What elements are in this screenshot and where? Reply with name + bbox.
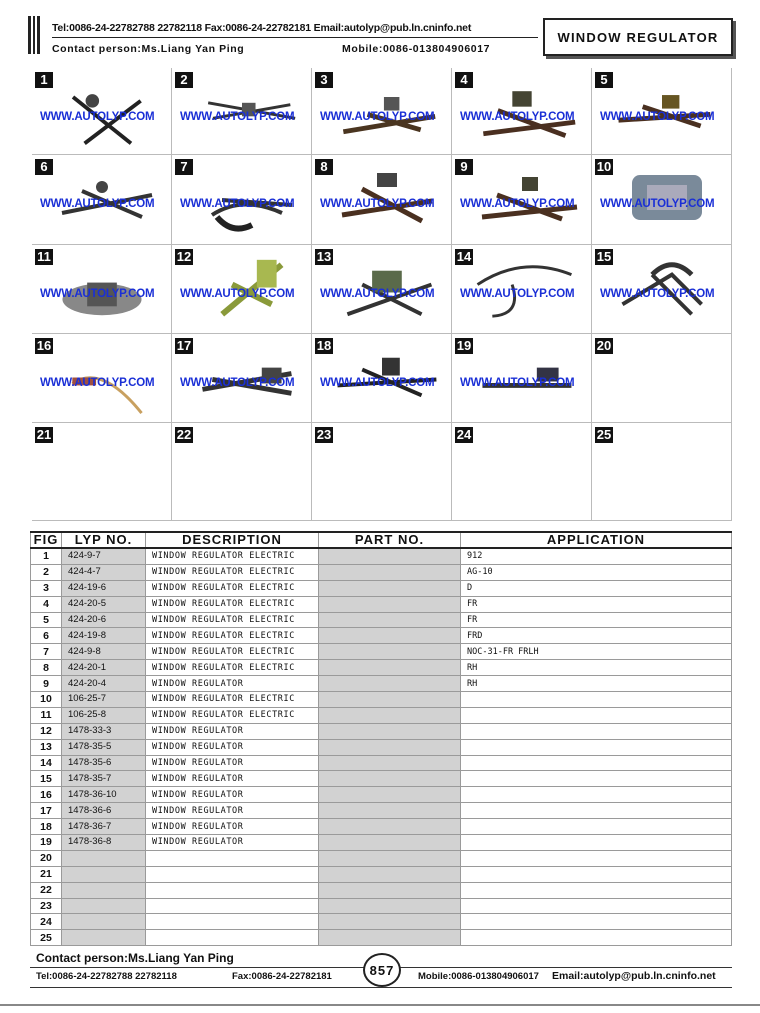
cell-part [319,898,461,914]
cell-desc: WINDOW REGULATOR ELECTRIC [146,548,319,564]
figure-number-badge: 3 [315,72,333,88]
cell-lyp: 1478-35-6 [62,755,146,771]
figure-cell-5 [592,68,732,155]
page-bottom-edge [0,1004,760,1006]
table-row [31,898,732,914]
cell-lyp: 1478-36-10 [62,787,146,803]
table-row [31,564,732,580]
footer-tel: Tel:0086-24-22782788 22782118 [36,971,177,982]
figure-number-badge: 13 [316,249,332,264]
figure-cell-24 [452,423,592,521]
cell-part [319,628,461,644]
watermark-text: WWW.AUTOLYP.COM [40,377,155,389]
watermark-text: WWW.AUTOLYP.COM [40,198,155,210]
cell-fig: 21 [31,866,62,882]
header-bars-decoration [28,16,42,54]
cell-fig: 3 [31,580,62,596]
cell-app [461,914,732,930]
figure-number-badge: 12 [176,249,192,264]
cell-app [461,787,732,803]
figure-number-badge: 6 [35,159,53,175]
figure-cell-4 [452,68,592,155]
figure-cell-7 [172,155,312,245]
figure-cell-6 [32,155,172,245]
figure-cell-15 [592,245,732,334]
page-number: 857 [363,953,401,987]
figure-number-badge: 1 [35,72,53,88]
page-title: WINDOW REGULATOR [543,18,733,56]
cell-fig: 2 [31,564,62,580]
cell-part [319,548,461,564]
cell-part [319,914,461,930]
cell-app [461,819,732,835]
cell-part [319,676,461,692]
cell-desc: WINDOW REGULATOR ELECTRIC [146,644,319,660]
figure-cell-12 [172,245,312,334]
cell-desc: WINDOW REGULATOR ELECTRIC [146,628,319,644]
cell-part [319,850,461,866]
cell-fig: 10 [31,692,62,708]
figure-number-badge: 24 [456,427,472,442]
table-row [31,850,732,866]
page-footer [30,948,732,988]
table-row [31,723,732,739]
figure-cell-10 [592,155,732,245]
cell-part [319,803,461,819]
cell-part [319,739,461,755]
table-row [31,914,732,930]
cell-app [461,930,732,946]
watermark-text: WWW.AUTOLYP.COM [600,288,715,300]
table-row [31,739,732,755]
cell-app: RH [461,676,732,692]
table-row [31,803,732,819]
cell-part [319,644,461,660]
figure-number-badge: 20 [596,338,612,353]
watermark-text: WWW.AUTOLYP.COM [460,377,575,389]
cell-app [461,707,732,723]
watermark-text: WWW.AUTOLYP.COM [180,111,295,123]
header-mobile: Mobile:0086-013804906017 [342,43,491,55]
cell-fig: 9 [31,676,62,692]
cell-desc [146,882,319,898]
cell-desc: WINDOW REGULATOR ELECTRIC [146,564,319,580]
figure-cell-21 [32,423,172,521]
watermark-text: WWW.AUTOLYP.COM [460,288,575,300]
watermark-text: WWW.AUTOLYP.COM [600,111,715,123]
column-header-part-no: PART NO. [319,532,461,548]
cell-desc: WINDOW REGULATOR [146,803,319,819]
figure-number-badge: 17 [176,338,192,353]
cell-fig: 4 [31,596,62,612]
cell-fig: 24 [31,914,62,930]
cell-fig: 17 [31,803,62,819]
figure-cell-8 [312,155,452,245]
figure-cell-25 [592,423,732,521]
table-row [31,819,732,835]
cell-desc: WINDOW REGULATOR ELECTRIC [146,707,319,723]
cell-app [461,866,732,882]
cell-lyp: 424-19-6 [62,580,146,596]
figure-number-badge: 21 [36,427,52,442]
cell-fig: 7 [31,644,62,660]
cell-fig: 5 [31,612,62,628]
cell-desc: WINDOW REGULATOR [146,819,319,835]
cell-fig: 16 [31,787,62,803]
cell-fig: 14 [31,755,62,771]
cell-desc [146,930,319,946]
page-header [28,14,732,62]
cell-app [461,803,732,819]
cell-lyp: 1478-36-7 [62,819,146,835]
footer-bottom-divider [30,987,732,988]
table-row [31,692,732,708]
watermark-text: WWW.AUTOLYP.COM [40,288,155,300]
cell-part [319,707,461,723]
figure-cell-2 [172,68,312,155]
figure-cell-17 [172,334,312,423]
figure-number-badge: 2 [175,72,193,88]
watermark-text: WWW.AUTOLYP.COM [320,198,435,210]
cell-lyp: 1478-35-7 [62,771,146,787]
cell-app [461,755,732,771]
cell-part [319,771,461,787]
table-row [31,771,732,787]
table-row [31,612,732,628]
cell-lyp: 106-25-7 [62,692,146,708]
figure-number-badge: 10 [596,159,612,174]
figure-number-badge: 8 [315,159,333,175]
watermark-text: WWW.AUTOLYP.COM [320,377,435,389]
watermark-text: WWW.AUTOLYP.COM [180,377,295,389]
cell-app [461,882,732,898]
cell-desc: WINDOW REGULATOR [146,787,319,803]
table-row [31,548,732,564]
cell-fig: 20 [31,850,62,866]
figure-number-badge: 4 [455,72,473,88]
cell-app [461,771,732,787]
cell-desc [146,914,319,930]
cell-app [461,692,732,708]
watermark-text: WWW.AUTOLYP.COM [460,111,575,123]
figure-number-badge: 14 [456,249,472,264]
cell-fig: 11 [31,707,62,723]
cell-app: D [461,580,732,596]
cell-app [461,723,732,739]
table-row [31,676,732,692]
watermark-text: WWW.AUTOLYP.COM [180,288,295,300]
table-row [31,707,732,723]
figure-cell-1 [32,68,172,155]
cell-fig: 23 [31,898,62,914]
figure-number-badge: 15 [596,249,612,264]
cell-part [319,882,461,898]
cell-lyp: 424-20-6 [62,612,146,628]
figure-number-badge: 19 [456,338,472,353]
watermark-text: WWW.AUTOLYP.COM [320,111,435,123]
figure-cell-20 [592,334,732,423]
cell-desc: WINDOW REGULATOR [146,739,319,755]
table-row [31,755,732,771]
table-header-row [31,532,732,548]
table-row [31,644,732,660]
figure-number-badge: 11 [35,249,53,265]
cell-lyp: 424-9-8 [62,644,146,660]
cell-desc: WINDOW REGULATOR [146,676,319,692]
cell-app: NOC-31-FR FRLH [461,644,732,660]
cell-lyp [62,914,146,930]
footer-mobile: Mobile:0086-013804906017 [418,971,539,982]
cell-lyp [62,850,146,866]
figure-cell-16 [32,334,172,423]
cell-lyp: 1478-36-6 [62,803,146,819]
table-row [31,660,732,676]
figure-number-badge: 5 [595,72,613,88]
cell-part [319,612,461,628]
figure-cell-19 [452,334,592,423]
cell-lyp: 424-20-5 [62,596,146,612]
cell-app: FRD [461,628,732,644]
header-tel-fax-email: Tel:0086-24-22782788 22782118 Fax:0086-24-22782181 Email:autolyp@pub.ln.cninfo.net [52,22,472,34]
cell-desc: WINDOW REGULATOR [146,755,319,771]
footer-contact: Contact person:Ms.Liang Yan Ping [36,951,234,965]
cell-desc: WINDOW REGULATOR ELECTRIC [146,660,319,676]
figure-cell-22 [172,423,312,521]
cell-app [461,898,732,914]
footer-email: Email:autolyp@pub.ln.cninfo.net [552,970,716,982]
cell-part [319,819,461,835]
figure-cell-14 [452,245,592,334]
table-row [31,930,732,946]
cell-desc [146,898,319,914]
figure-number-badge: 7 [175,159,193,175]
cell-part [319,660,461,676]
watermark-text: WWW.AUTOLYP.COM [460,198,575,210]
cell-fig: 19 [31,835,62,851]
cell-fig: 6 [31,628,62,644]
cell-part [319,596,461,612]
cell-part [319,755,461,771]
figure-cell-9 [452,155,592,245]
watermark-text: WWW.AUTOLYP.COM [600,198,715,210]
figure-grid [32,68,732,521]
cell-fig: 22 [31,882,62,898]
cell-part [319,866,461,882]
cell-desc: WINDOW REGULATOR [146,771,319,787]
cell-fig: 15 [31,771,62,787]
column-header-application: APPLICATION [461,532,732,548]
figure-number-badge: 9 [455,159,473,175]
cell-part [319,580,461,596]
cell-lyp: 1478-35-5 [62,739,146,755]
figure-number-badge: 25 [596,427,612,442]
column-header-lyp: LYP NO. [62,532,146,548]
cell-app [461,835,732,851]
cell-fig: 25 [31,930,62,946]
cell-desc: WINDOW REGULATOR ELECTRIC [146,580,319,596]
cell-fig: 12 [31,723,62,739]
watermark-text: WWW.AUTOLYP.COM [40,111,155,123]
column-header-description: DESCRIPTION [146,532,319,548]
header-divider [52,37,538,38]
cell-lyp: 424-9-7 [62,548,146,564]
cell-lyp [62,898,146,914]
cell-desc [146,866,319,882]
cell-desc [146,850,319,866]
cell-lyp: 424-20-4 [62,676,146,692]
figure-cell-23 [312,423,452,521]
cell-part [319,692,461,708]
figure-cell-18 [312,334,452,423]
figure-number-badge: 16 [36,338,52,353]
table-row [31,628,732,644]
cell-fig: 1 [31,548,62,564]
table-row [31,835,732,851]
cell-app: RH [461,660,732,676]
cell-part [319,723,461,739]
footer-fax: Fax:0086-24-22782181 [232,971,332,982]
figure-number-badge: 18 [316,338,332,353]
cell-fig: 8 [31,660,62,676]
cell-desc: WINDOW REGULATOR ELECTRIC [146,692,319,708]
cell-part [319,564,461,580]
cell-lyp [62,882,146,898]
cell-part [319,835,461,851]
cell-app: FR [461,612,732,628]
cell-app [461,739,732,755]
cell-lyp: 424-20-1 [62,660,146,676]
header-contact: Contact person:Ms.Liang Yan Ping [52,43,245,55]
table-row [31,596,732,612]
table-row [31,866,732,882]
cell-app: AG-10 [461,564,732,580]
cell-lyp: 1478-33-3 [62,723,146,739]
parts-table [30,531,732,946]
table-row [31,580,732,596]
cell-part [319,787,461,803]
figure-cell-13 [312,245,452,334]
cell-part [319,930,461,946]
cell-desc: WINDOW REGULATOR ELECTRIC [146,596,319,612]
cell-desc: WINDOW REGULATOR [146,835,319,851]
cell-app [461,850,732,866]
cell-fig: 13 [31,739,62,755]
cell-app: FR [461,596,732,612]
cell-lyp: 1478-36-8 [62,835,146,851]
cell-app: 912 [461,548,732,564]
column-header-fig: FIG [31,532,62,548]
cell-lyp [62,866,146,882]
figure-number-badge: 23 [316,427,332,442]
figure-cell-11 [32,245,172,334]
figure-cell-3 [312,68,452,155]
cell-fig: 18 [31,819,62,835]
cell-lyp [62,930,146,946]
figure-number-badge: 22 [176,427,192,442]
watermark-text: WWW.AUTOLYP.COM [320,288,435,300]
table-row [31,787,732,803]
cell-lyp: 424-19-8 [62,628,146,644]
table-row [31,882,732,898]
cell-lyp: 424-4-7 [62,564,146,580]
cell-desc: WINDOW REGULATOR ELECTRIC [146,612,319,628]
cell-desc: WINDOW REGULATOR [146,723,319,739]
cell-lyp: 106-25-8 [62,707,146,723]
watermark-text: WWW.AUTOLYP.COM [180,198,295,210]
